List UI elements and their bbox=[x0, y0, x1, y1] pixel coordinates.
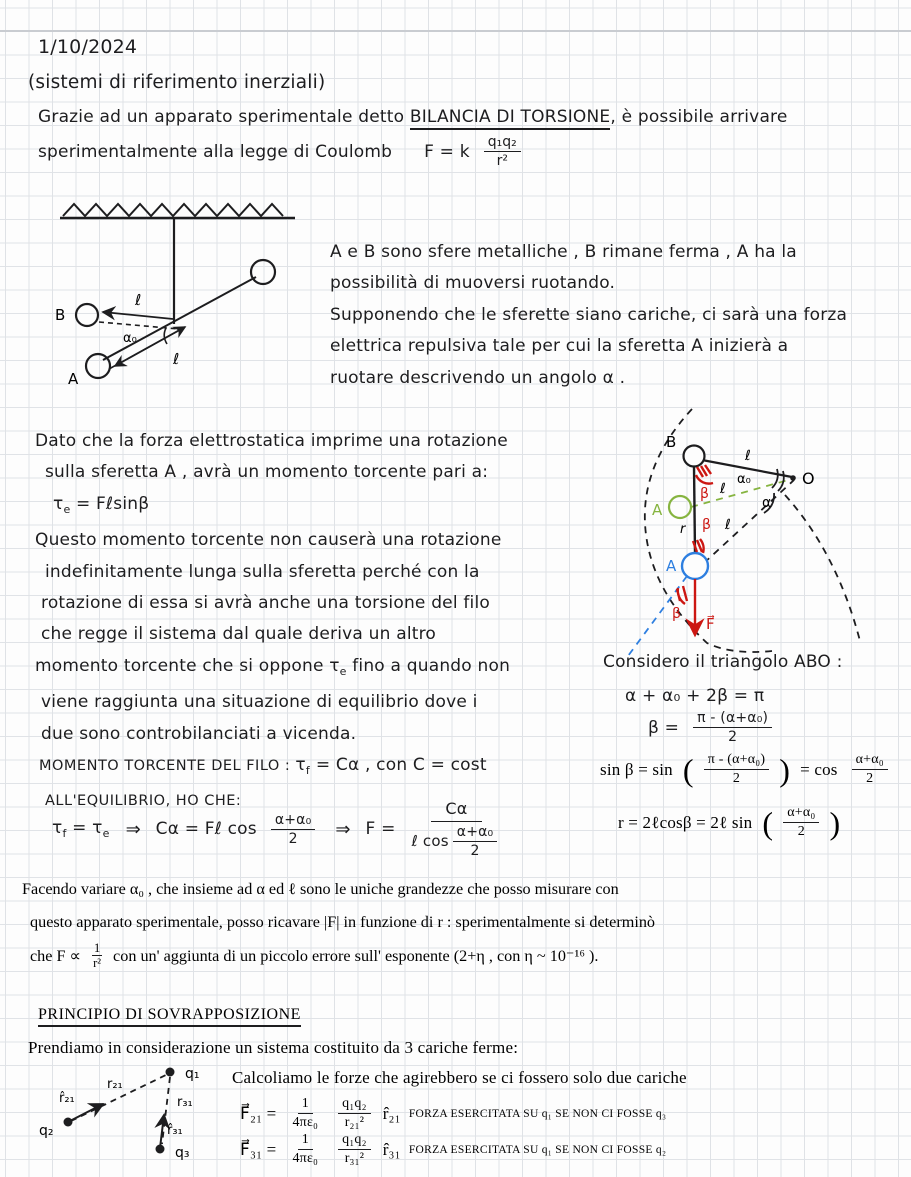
r-lhs: r = 2ℓcosβ = 2ℓ sin bbox=[618, 812, 753, 832]
inverse-square-den: r² bbox=[93, 956, 102, 971]
r31-label: r₃₁ bbox=[177, 1095, 193, 1110]
inverse-square-num: 1 bbox=[93, 941, 101, 955]
sin-fraction-den: 2 bbox=[732, 771, 741, 787]
rhat21-arrow bbox=[68, 1104, 103, 1122]
beta-hatch-at-b bbox=[696, 465, 713, 484]
f21-charge-fraction bbox=[338, 1096, 371, 1131]
den-prefix: ℓ cos bbox=[411, 831, 449, 850]
spheres-paragraph bbox=[330, 237, 847, 394]
sphere-a-initial bbox=[669, 496, 691, 518]
spheres-paragraph-line: ruotare descrivendo un angolo α . bbox=[330, 367, 626, 388]
f31-lhs: F⃗₃₁ = bbox=[240, 1139, 277, 1159]
torsion-balance-diagram bbox=[35, 192, 320, 397]
intro-balance-term: BILANCIA DI TORSIONE bbox=[410, 107, 611, 130]
torque-line: viene raggiunta una situazione di equilibrio dove i bbox=[41, 692, 478, 713]
tau-subscript: e bbox=[102, 827, 110, 841]
equilibrio-label: ALL'EQUILIBRIO, HO CHE: bbox=[45, 793, 242, 810]
alpha0-arc bbox=[164, 328, 167, 344]
rotation-arc-right bbox=[785, 495, 860, 641]
variare-line-3-post: con un' aggiunta di un piccolo errore sull' esponente (2+η , con η ~ 10⁻¹⁶ ). bbox=[113, 946, 599, 965]
force-lhs: F = bbox=[365, 819, 396, 840]
sphere-a bbox=[86, 354, 110, 378]
coulomb-law-numerator: q₁q₂ bbox=[484, 134, 521, 152]
implies-arrow: ⇒ bbox=[335, 818, 350, 840]
sphere-b bbox=[76, 304, 98, 326]
equals-sign: = bbox=[66, 818, 93, 839]
coulomb-law-denominator: r² bbox=[496, 153, 508, 170]
spheres-paragraph-line: possibilità di muoversi ruotando. bbox=[330, 273, 616, 294]
alpha-label: α bbox=[762, 495, 772, 511]
f21-unit-vector: r̂₂₁ bbox=[382, 1103, 401, 1123]
principio-line: Prendiamo in considerazione un sistema costituito da 3 cariche ferme: bbox=[28, 1038, 519, 1057]
torque-line: sulla sferetta A , avrà un momento torcente pari a: bbox=[45, 462, 489, 483]
filo-formula bbox=[35, 750, 510, 786]
spheres-paragraph-line: A e B sono sfere metalliche , B rimane ferma , A ha la bbox=[330, 242, 797, 262]
principio-title: PRINCIPIO DI SOVRAPPOSIZIONE bbox=[38, 1006, 301, 1027]
intro-line-1 bbox=[38, 107, 788, 127]
page-edge-rule bbox=[0, 30, 911, 32]
beta-fraction-num: π - (α+α₀) bbox=[693, 710, 772, 728]
f21-const-den: 4πε₀ bbox=[292, 1115, 319, 1131]
f21-charge-den: r₂₁² bbox=[344, 1115, 365, 1131]
cos-fraction-num: α+α₀ bbox=[852, 752, 888, 770]
f31-charge-fraction bbox=[338, 1132, 371, 1167]
alpha0-label: α₀ bbox=[737, 472, 751, 487]
q1-label: q₁ bbox=[185, 1066, 200, 1082]
intro-line-1-post: , è possibile arrivare bbox=[610, 107, 788, 127]
l1-label: ℓ bbox=[745, 448, 751, 464]
beta-lhs: β = bbox=[648, 717, 680, 738]
force-label: F⃗ bbox=[706, 615, 715, 633]
pivot-point-o bbox=[790, 475, 796, 481]
oppone-pre: momento torcente che si oppone bbox=[35, 655, 330, 676]
a-green-label: A bbox=[652, 501, 663, 519]
coulomb-law-fraction bbox=[484, 134, 521, 169]
date-text: 1/10/2024 bbox=[38, 36, 138, 58]
force-fraction-num: Cα bbox=[431, 800, 481, 822]
r21-label: r₂₁ bbox=[107, 1077, 123, 1092]
abo-eq-2 bbox=[648, 710, 776, 745]
f21-charge-num: q₁q₂ bbox=[338, 1096, 371, 1114]
ceiling-hatch bbox=[63, 204, 283, 216]
f31-const-num: 1 bbox=[298, 1132, 313, 1150]
a-blue-to-o-dashed bbox=[704, 480, 794, 563]
tau-subscript: f bbox=[305, 764, 311, 778]
torque-line-oppone bbox=[35, 651, 510, 687]
intro-line-2 bbox=[38, 134, 525, 169]
spheres-paragraph-line: Supponendo che le sferette siano cariche, ci sarà una forza bbox=[330, 304, 848, 325]
tau-symbol: τ bbox=[329, 655, 340, 676]
tau-f-term bbox=[52, 818, 110, 840]
intro-line-2-text: sperimentalmente alla legge di Coulomb bbox=[38, 141, 393, 162]
rhat21-label: r̂₂₁ bbox=[59, 1091, 75, 1106]
torque-paragraph bbox=[35, 426, 510, 818]
sin-fraction-num: π - (α+α₀) bbox=[704, 752, 770, 770]
tau-subscript: e bbox=[63, 502, 71, 516]
torque-line: rotazione di essa si avrà anche una torsione del filo bbox=[41, 593, 490, 614]
q3-label: q₃ bbox=[175, 1145, 190, 1161]
tau-symbol: τ bbox=[295, 755, 306, 776]
angle-fraction-num: α+α₀ bbox=[271, 812, 316, 830]
implies-arrow: ⇒ bbox=[125, 818, 140, 840]
b-label: B bbox=[666, 433, 677, 451]
nested-den: 2 bbox=[470, 842, 480, 859]
r-label: r bbox=[680, 522, 686, 537]
nested-num: α+α₀ bbox=[453, 824, 498, 842]
tau-symbol: τ bbox=[92, 818, 103, 839]
force-fraction-den bbox=[412, 822, 502, 859]
angle-fraction bbox=[271, 812, 316, 847]
intro-line-1-pre: Grazie ad un apparato sperimentale detto bbox=[38, 107, 410, 127]
cos-fraction bbox=[852, 752, 888, 787]
f21-lhs: F⃗₂₁ = bbox=[240, 1103, 277, 1123]
beta2-label: β bbox=[702, 517, 711, 533]
abo-eq-4: r = 2ℓcosβ = 2ℓ sin ( $\frac{\text{α+α₀}}{2}$ ) bbox=[618, 804, 841, 841]
coulomb-law-lhs: F = k bbox=[424, 141, 470, 162]
torque-line: Questo momento torcente non causerà una rotazione bbox=[35, 530, 502, 551]
torque-line: che regge il sistema dal quale deriva un altro bbox=[41, 624, 437, 645]
sphere-b-label: B bbox=[55, 306, 66, 324]
f31-coulomb-const bbox=[288, 1132, 322, 1167]
subtitle-text: (sistemi di riferimento inerziali) bbox=[28, 72, 326, 93]
f31-unit-vector: r̂₃₁ bbox=[382, 1139, 401, 1159]
filo-rhs: = Cα , con C = cost bbox=[310, 755, 487, 776]
r-fraction bbox=[783, 805, 819, 840]
forces-intro: Calcoliamo le forze che agirebbero se ci fossero solo due cariche bbox=[232, 1068, 687, 1087]
abo-eq-1: α + α₀ + 2β = π bbox=[625, 686, 765, 706]
beta-hatch-bottom bbox=[677, 586, 687, 604]
cos-mid: = cos bbox=[800, 759, 838, 779]
f31-const-den: 4πε₀ bbox=[292, 1151, 319, 1167]
f21-coulomb-const bbox=[288, 1096, 322, 1131]
rod-line-1 bbox=[103, 277, 256, 360]
f31-note: FORZA ESERCITATA SU q₁ SE NON CI FOSSE q₂ bbox=[408, 1143, 667, 1156]
sin-beta-lhs: sin β = sin bbox=[600, 759, 673, 779]
oppone-post: fino a quando non bbox=[346, 655, 511, 676]
cos-fraction-den: 2 bbox=[866, 771, 874, 787]
sphere-b-final bbox=[684, 446, 705, 467]
beta1-label: β bbox=[700, 486, 709, 502]
variare-line-1: Facendo variare α₀ , che insieme ad α ed ℓ sono le uniche grandezze che posso misurare con bbox=[22, 880, 619, 898]
r-fraction-num: α+α₀ bbox=[783, 805, 819, 823]
torque-line: indefinitamente lunga sulla sferetta perché con la bbox=[45, 561, 480, 582]
beta-fraction-den: 2 bbox=[728, 729, 738, 746]
nested-angle-fraction bbox=[453, 824, 498, 859]
o-label: O bbox=[802, 469, 815, 488]
rhat31-label: r̂₃₁ bbox=[167, 1123, 183, 1138]
three-charges-diagram bbox=[25, 1058, 235, 1173]
tau-e-formula bbox=[35, 489, 510, 525]
abo-geometry-diagram bbox=[612, 403, 911, 658]
alpha0-label: α₀ bbox=[123, 331, 137, 346]
abo-title: Considero il triangolo ABO : bbox=[603, 652, 843, 672]
a-blue-label: A bbox=[666, 557, 677, 575]
charge-q2-dot bbox=[64, 1118, 73, 1127]
tau-e-rhs: = Fℓsinβ bbox=[70, 493, 150, 514]
filo-caps: MOMENTO TORCENTE DEL FILO : bbox=[39, 758, 296, 775]
beta-fraction bbox=[693, 710, 772, 745]
tau-subscript: e bbox=[339, 664, 347, 678]
charge-q1-dot bbox=[166, 1068, 175, 1077]
r-fraction-den: 2 bbox=[797, 824, 805, 840]
sin-fraction bbox=[704, 752, 770, 787]
beta3-label: β bbox=[672, 606, 681, 622]
variare-line-3 bbox=[30, 941, 598, 971]
sphere-a-label: A bbox=[68, 370, 79, 388]
force-fraction bbox=[412, 800, 502, 859]
sphere-a-final bbox=[682, 553, 708, 579]
torque-balance-mid: Cα = Fℓ cos bbox=[155, 819, 257, 840]
f21-note: FORZA ESERCITATA SU q₁ SE NON CI FOSSE q₃ bbox=[408, 1107, 667, 1120]
charge-q3-dot bbox=[156, 1145, 165, 1154]
abo-eq-3: sin β = sin ( $\frac{\text{π - (α+α₀)}}{2}$ ) = cos $\frac{\text{α+α₀}}{2}$ bbox=[600, 752, 892, 787]
tau-subscript: f bbox=[62, 827, 67, 841]
l3-label: ℓ bbox=[725, 517, 731, 533]
q2-label: q₂ bbox=[39, 1123, 54, 1139]
torque-line: due sono controbilanciati a vicenda. bbox=[41, 723, 357, 744]
f21-const-num: 1 bbox=[298, 1096, 313, 1114]
variare-line-2: questo apparato sperimentale, posso ricavare |F| in funzione di r : sperimentalmente si determinò bbox=[30, 913, 656, 931]
f21-formula bbox=[240, 1096, 666, 1131]
spheres-paragraph-line: elettrica repulsiva tale per cui la sferetta A inizierà a bbox=[330, 336, 789, 357]
f31-charge-num: q₁q₂ bbox=[338, 1132, 371, 1150]
tau-symbol: τ bbox=[52, 818, 63, 839]
angle-fraction-den: 2 bbox=[288, 830, 298, 847]
length-label-rod: ℓ bbox=[173, 350, 180, 368]
length-arrow-top bbox=[103, 312, 173, 319]
f31-formula bbox=[240, 1132, 666, 1167]
tau-symbol: τ bbox=[53, 493, 64, 514]
length-label-top: ℓ bbox=[135, 291, 142, 309]
chord-r-line bbox=[694, 466, 695, 553]
l2-label: ℓ bbox=[720, 481, 726, 497]
equilibrium-equation bbox=[52, 800, 507, 859]
torque-line: Dato che la forza elettrostatica imprime una rotazione bbox=[35, 431, 508, 451]
f31-charge-den: r₃₁² bbox=[344, 1151, 365, 1167]
variare-line-3-pre: che F ∝ bbox=[30, 946, 82, 965]
sphere-counterweight bbox=[251, 260, 275, 284]
inverse-square-fraction bbox=[91, 941, 103, 971]
